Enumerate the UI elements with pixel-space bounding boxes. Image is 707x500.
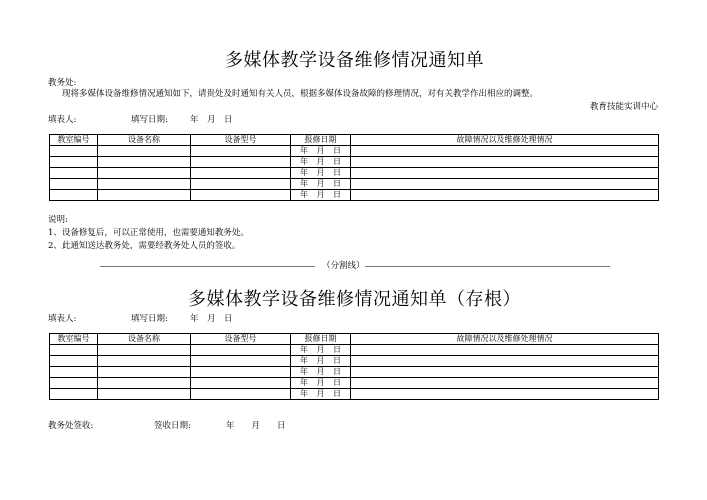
device-name-cell[interactable] bbox=[98, 389, 191, 400]
device-model-cell[interactable] bbox=[191, 146, 291, 157]
report-date-cell[interactable]: 年 月 日 bbox=[291, 356, 351, 367]
room-number-cell[interactable] bbox=[50, 157, 98, 168]
report-date-cell[interactable]: 年 月 日 bbox=[291, 146, 351, 157]
filler-label: 填表人: bbox=[48, 115, 77, 125]
header-fault-details: 故障情况以及维修处理情况 bbox=[351, 135, 659, 146]
table-row bbox=[50, 157, 659, 168]
device-model-cell[interactable] bbox=[191, 157, 291, 168]
room-number-cell[interactable] bbox=[50, 345, 98, 356]
fault-details-cell[interactable] bbox=[351, 190, 659, 201]
device-name-cell[interactable] bbox=[98, 356, 191, 367]
device-model-cell[interactable] bbox=[191, 168, 291, 179]
header-room-number: 教室编号 bbox=[50, 135, 98, 146]
notice-title: 多媒体教学设备维修情况通知单 bbox=[225, 50, 484, 71]
notice-table bbox=[49, 134, 659, 201]
header-report-date: 报修日期 bbox=[291, 135, 351, 146]
report-date-cell[interactable]: 年 月 日 bbox=[291, 389, 351, 400]
report-date-cell[interactable]: 年 月 日 bbox=[291, 179, 351, 190]
stub-table-header bbox=[50, 334, 659, 345]
note-2: 2、此通知送达教务处，需要经教务处人员的签收。 bbox=[48, 241, 241, 251]
room-number-cell[interactable] bbox=[50, 168, 98, 179]
room-number-cell[interactable] bbox=[50, 356, 98, 367]
fault-details-cell[interactable] bbox=[351, 389, 659, 400]
report-date-cell[interactable]: 年 月 日 bbox=[291, 345, 351, 356]
device-model-cell[interactable] bbox=[191, 190, 291, 201]
device-name-cell[interactable] bbox=[98, 179, 191, 190]
divider-label: （分割线） bbox=[322, 261, 365, 271]
header-device-name: 设备名称 bbox=[98, 135, 191, 146]
device-name-cell[interactable] bbox=[98, 168, 191, 179]
device-model-cell[interactable] bbox=[191, 367, 291, 378]
device-model-cell[interactable] bbox=[191, 389, 291, 400]
sign-label: 教务处签收: bbox=[48, 421, 94, 431]
divider-line-right bbox=[365, 266, 610, 267]
report-date-cell[interactable]: 年 月 日 bbox=[291, 378, 351, 389]
stub-fill-date-value: 年 月 日 bbox=[190, 314, 233, 324]
table-row bbox=[50, 190, 659, 201]
notes-label: 说明: bbox=[48, 215, 68, 225]
room-number-cell[interactable] bbox=[50, 146, 98, 157]
room-number-cell[interactable] bbox=[50, 367, 98, 378]
table-row bbox=[50, 146, 659, 157]
fault-details-cell[interactable] bbox=[351, 345, 659, 356]
header-device-model: 设备型号 bbox=[191, 135, 291, 146]
device-model-cell[interactable] bbox=[191, 179, 291, 190]
device-name-cell[interactable] bbox=[98, 190, 191, 201]
notice-table-header bbox=[50, 135, 659, 146]
fault-details-cell[interactable] bbox=[351, 168, 659, 179]
device-name-cell[interactable] bbox=[98, 367, 191, 378]
device-name-cell[interactable] bbox=[98, 157, 191, 168]
device-name-cell[interactable] bbox=[98, 378, 191, 389]
report-date-cell[interactable]: 年 月 日 bbox=[291, 190, 351, 201]
sign-date-label: 签收日期: bbox=[154, 421, 191, 431]
recipient-label: 教务处: bbox=[48, 78, 77, 88]
header-fault-details: 故障情况以及维修处理情况 bbox=[351, 334, 659, 345]
fill-date-value: 年 月 日 bbox=[190, 115, 233, 125]
stub-filler-label: 填表人: bbox=[48, 314, 77, 324]
note-1: 1、设备修复后，可以正常使用，也需要通知教务处。 bbox=[48, 228, 249, 238]
room-number-cell[interactable] bbox=[50, 378, 98, 389]
fault-details-cell[interactable] bbox=[351, 157, 659, 168]
table-row bbox=[50, 378, 659, 389]
header-device-model: 设备型号 bbox=[191, 334, 291, 345]
table-row bbox=[50, 389, 659, 400]
divider-line-left bbox=[100, 266, 315, 267]
fault-details-cell[interactable] bbox=[351, 367, 659, 378]
sender-label: 教育技能实训中心 bbox=[590, 102, 659, 112]
room-number-cell[interactable] bbox=[50, 179, 98, 190]
fault-details-cell[interactable] bbox=[351, 146, 659, 157]
device-name-cell[interactable] bbox=[98, 146, 191, 157]
table-row bbox=[50, 356, 659, 367]
table-row bbox=[50, 179, 659, 190]
fill-date-label: 填写日期: bbox=[131, 115, 168, 125]
report-date-cell[interactable]: 年 月 日 bbox=[291, 367, 351, 378]
fault-details-cell[interactable] bbox=[351, 378, 659, 389]
room-number-cell[interactable] bbox=[50, 190, 98, 201]
sign-date-value: 年 月 日 bbox=[226, 421, 286, 431]
device-model-cell[interactable] bbox=[191, 345, 291, 356]
header-report-date: 报修日期 bbox=[291, 334, 351, 345]
fault-details-cell[interactable] bbox=[351, 356, 659, 367]
report-date-cell[interactable]: 年 月 日 bbox=[291, 157, 351, 168]
table-row bbox=[50, 345, 659, 356]
table-row bbox=[50, 168, 659, 179]
room-number-cell[interactable] bbox=[50, 389, 98, 400]
table-row bbox=[50, 367, 659, 378]
report-date-cell[interactable]: 年 月 日 bbox=[291, 168, 351, 179]
stub-fill-date-label: 填写日期: bbox=[131, 314, 168, 324]
device-model-cell[interactable] bbox=[191, 356, 291, 367]
stub-title: 多媒体教学设备维修情况通知单（存根） bbox=[188, 289, 521, 310]
device-model-cell[interactable] bbox=[191, 378, 291, 389]
fault-details-cell[interactable] bbox=[351, 179, 659, 190]
stub-table bbox=[49, 333, 659, 400]
header-device-name: 设备名称 bbox=[98, 334, 191, 345]
header-room-number: 教室编号 bbox=[50, 334, 98, 345]
device-name-cell[interactable] bbox=[98, 345, 191, 356]
notice-body: 现将多媒体设备维修情况通知如下，请贵处及时通知有关人员，根据多媒体设备故障的修理情况，对有关教学作出相应的调整。 bbox=[62, 89, 539, 99]
